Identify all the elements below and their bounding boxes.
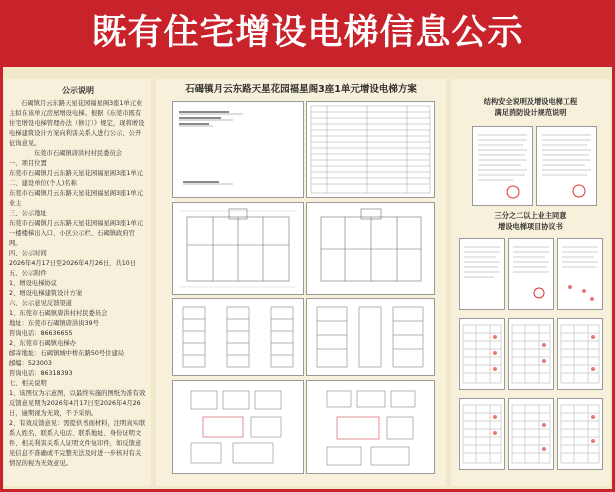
notice-line: 三、公示地址 [9, 210, 47, 217]
fire-code-text [537, 127, 596, 205]
notice-content [9, 84, 147, 469]
structural-notes-text [473, 127, 532, 205]
notice-line: 咨询电话：86318393 [9, 370, 73, 377]
signature-table-2 [509, 319, 553, 389]
notice-intro: 石碣镇月云东路天星花园福星阁3座1单元业主拟在该单元房屋增设电梯。根据《东莞市既有住宅增设电梯管理办法（修订）》规定，现将增设电梯建筑设计方案向利害关系人进行公示、公开征询意见。 [9, 100, 145, 147]
notice-line: 2、增设电梯建筑设计方案 [9, 290, 83, 297]
owner-signature-page-1 [459, 318, 505, 390]
agreement-page-1-text [460, 239, 504, 309]
notice-line: 地址：东莞市石碣镇唐洪街39号 [9, 320, 99, 327]
notice-line: 五、公示附件 [9, 270, 47, 277]
roof-plan-drawing [307, 203, 434, 294]
roof-plan-sheet [306, 202, 435, 295]
fire-code-doc [536, 126, 597, 206]
notice-line: 七、相关说明 [9, 380, 47, 387]
notice-line: 2、东莞市石碣镇电梯办 [9, 340, 76, 347]
agreement-title-line1: 三分之二以上业主同意 [494, 211, 567, 220]
agreement-page-2 [508, 238, 554, 310]
red-seal-icon [507, 186, 519, 198]
notice-line: 二、建设单位(个人)名称 [9, 180, 77, 187]
signature-table-6 [558, 399, 602, 469]
fingerprint-marks [568, 285, 594, 301]
agreement-page-2-text [509, 239, 553, 309]
notice-line: 东莞市石碣镇月云东路天星花园福星阁3座1单元 [9, 170, 143, 177]
owner-signature-page-3 [557, 318, 603, 390]
structural-notes-title-line2: 满足消防设计规范说明 [494, 108, 567, 117]
owner-signature-page-6 [557, 398, 603, 470]
floor-plan-sheet [172, 202, 304, 295]
drawing-list-sheet [306, 101, 435, 198]
signature-table-4 [460, 399, 504, 469]
notice-issuer: 东莞市石碣镇唐洪村村民委员会 [33, 150, 123, 157]
elevation-drawing [173, 299, 303, 375]
agreement-page-3 [557, 238, 603, 310]
plans-title: 石碣镇月云东路天星花园福星阁3座1单元增设电梯方案 [185, 84, 417, 95]
red-seal-icon [573, 185, 585, 197]
notice-line: 四、公示时间 [9, 250, 47, 257]
structural-notes-doc [472, 126, 533, 206]
site-plan-sheet [172, 380, 304, 474]
structural-notes-title-line1: 结构安全说明及增设电梯工程 [483, 97, 578, 106]
design-cover-sheet [172, 101, 304, 198]
owner-signature-page-5 [508, 398, 554, 470]
notice-line: 2026年4月17日至2026年4月26日，共10日 [9, 260, 137, 267]
notice-line: 1、该图仅为示意图，以最终实施的图纸为准有效反馈意见期为2026年4月17日至2026年4月26日，逾期视为无效，不予采纳。 [9, 390, 146, 417]
structural-notes-title [451, 96, 610, 118]
section-sheet [306, 298, 435, 376]
notice-line: 一、项目位置 [9, 160, 47, 167]
site-detail-sheet [306, 380, 435, 474]
agreement-page-1 [459, 238, 505, 310]
notice-line: 邮寄地址：石碣镇城中桥东路50号住建局 [9, 350, 125, 357]
site-plan-drawing [173, 381, 303, 473]
floor-plan-drawing [173, 203, 303, 294]
design-cover-drawing [173, 102, 303, 197]
owner-signature-page-4 [459, 398, 505, 470]
drawing-list-table [307, 102, 434, 197]
signature-table-3 [558, 319, 602, 389]
elevation-sheet [172, 298, 304, 376]
signature-table-5 [509, 399, 553, 469]
notice-line: 1、东莞市石碣镇唐洪村村民委员会 [9, 310, 108, 317]
notice-line: 六、公示意见反馈渠道 [9, 300, 72, 307]
agreement-page-3-text [558, 239, 602, 309]
notice-line: 咨询电话：86636655 [9, 330, 73, 337]
signature-table-1 [460, 319, 504, 389]
agreement-title [451, 210, 610, 232]
agreement-title-line2: 增设电梯项目协议书 [498, 222, 563, 231]
section-drawing [307, 299, 434, 375]
notice-line: 1、增设电梯协议 [9, 280, 58, 287]
owner-signature-page-2 [508, 318, 554, 390]
notice-heading: 公示说明 [62, 86, 94, 95]
page-title: 既有住宅增设电梯信息公示 [91, 13, 524, 53]
notice-line: 东莞市石碣镇月云东路天星花园福星阁3座1单元一楼楼梯出入口、小区公示栏、石碣镇政府官网。 [9, 220, 143, 247]
red-seal-icon [534, 288, 544, 298]
notice-line: 东莞市石碣镇月云东路天星花园福星阁3座1单元业主 [9, 190, 143, 207]
site-detail-drawing [307, 381, 434, 473]
notice-line: 邮编：523003 [9, 360, 52, 367]
notice-line: 2、有效反馈意见：需提供书面材料，注明真实联系人姓名、联系人电话、联系地址、身份证明文件、相关利害关系人证明文件复印件，如反馈意见信息不准确或不完整无法及时进一步核对有关情况的视为无效意见。 [9, 420, 146, 467]
